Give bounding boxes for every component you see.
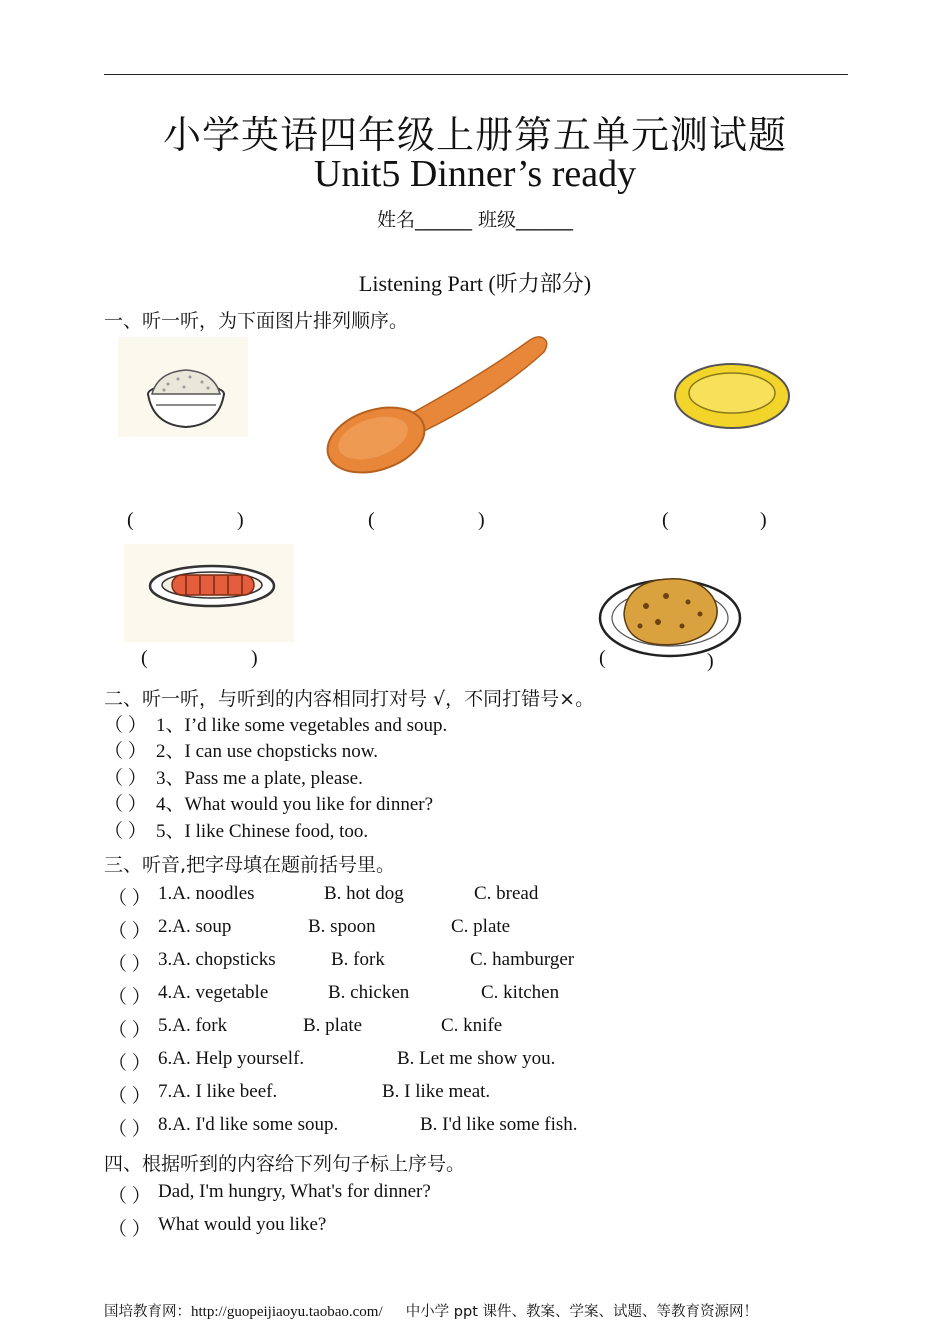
answer-bracket[interactable]: （ ）	[108, 987, 151, 1008]
list-item	[104, 1015, 804, 1041]
option-c: C. kitchen	[481, 982, 560, 1003]
list-item	[104, 1181, 804, 1207]
option-a: 4.A. vegetable	[158, 982, 269, 1003]
answer-bracket[interactable]: （ ）	[108, 1053, 151, 1074]
footer-site-label: 国培教育网：	[104, 1304, 191, 1320]
option-b: B. Let me show you.	[397, 1048, 556, 1069]
option-c: C. plate	[451, 916, 511, 937]
sausage-plate-icon	[124, 544, 294, 642]
answer-bracket[interactable]: （ ）	[104, 715, 147, 736]
list-item	[104, 789, 433, 816]
list-item	[104, 1081, 804, 1107]
answer-bracket[interactable]: （ ）	[108, 888, 151, 909]
option-b: B. plate	[303, 1015, 363, 1036]
answer-bracket[interactable]: （ ）	[108, 1186, 151, 1207]
section3-heading: 三、听音,把字母填在题前括号里。	[104, 854, 396, 876]
list-item	[104, 816, 368, 843]
answer-bracket-open: (	[599, 647, 606, 669]
answer-bracket[interactable]: （ ）	[108, 1020, 151, 1041]
page-title-chinese: 小学英语四年级上册第五单元测试题	[162, 113, 787, 157]
page-title-english: Unit5 Dinner’s ready	[313, 153, 637, 195]
statement-text: 5、I like Chinese food, too.	[156, 821, 369, 842]
option-a: 6.A. Help yourself.	[158, 1048, 305, 1069]
list-item	[104, 883, 804, 909]
option-b: B. I'd like some fish.	[420, 1114, 578, 1135]
top-rule	[104, 74, 848, 75]
sentence-text: What would you like?	[158, 1214, 327, 1235]
answer-bracket[interactable]: （ ）	[108, 921, 151, 942]
option-a: 7.A. I like beef.	[158, 1081, 278, 1102]
section2-heading: 二、听一听，与听到的内容相同打对号 √，不同打错号×。	[104, 688, 595, 710]
footer-url-link[interactable]: http://guopeijiaoyu.taobao.com/	[191, 1304, 383, 1320]
statement-text: 2、I can use chopsticks now.	[156, 741, 378, 762]
option-c: C. hamburger	[470, 949, 575, 970]
answer-bracket-open: (	[662, 509, 669, 531]
listening-part-title: Listening Part (听力部分)	[358, 271, 592, 296]
answer-bracket[interactable]: （ ）	[104, 768, 147, 789]
answer-bracket[interactable]: （ ）	[108, 1119, 151, 1140]
answer-bracket-open: (	[127, 509, 134, 531]
rice-bowl-icon	[118, 337, 248, 437]
spoon-icon	[318, 334, 558, 474]
plate-icon	[672, 360, 794, 434]
chicken-plate-icon	[596, 566, 748, 662]
list-item	[104, 710, 447, 737]
answer-bracket-close: )	[251, 647, 258, 669]
answer-bracket-close: )	[707, 650, 714, 672]
option-c: C. knife	[441, 1015, 503, 1036]
answer-bracket-close: )	[760, 509, 767, 531]
option-a: 1.A. noodles	[158, 883, 255, 904]
page-footer	[104, 1300, 758, 1321]
statement-text: 1、I’d like some vegetables and soup.	[156, 715, 448, 736]
list-item	[104, 1214, 804, 1240]
option-a: 8.A. I'd like some soup.	[158, 1114, 339, 1135]
list-item	[104, 763, 363, 790]
option-b: B. I like meat.	[382, 1081, 491, 1102]
statement-text: 3、Pass me a plate, please.	[156, 768, 363, 789]
option-b: B. hot dog	[324, 883, 404, 904]
answer-bracket[interactable]: （ ）	[104, 794, 147, 815]
option-b: B. spoon	[308, 916, 376, 937]
list-item	[104, 982, 804, 1008]
list-item	[104, 1114, 804, 1140]
list-item	[104, 1048, 804, 1074]
name-class-row: 姓名______ 班级______	[376, 209, 574, 231]
answer-bracket[interactable]: （ ）	[108, 1086, 151, 1107]
option-a: 3.A. chopsticks	[158, 949, 276, 970]
answer-bracket[interactable]: （ ）	[108, 1219, 151, 1240]
section1-heading: 一、听一听，为下面图片排列顺序。	[104, 310, 409, 332]
option-b: B. chicken	[328, 982, 410, 1003]
statement-text: 4、What would you like for dinner?	[156, 794, 434, 815]
answer-bracket[interactable]: （ ）	[104, 741, 147, 762]
answer-bracket[interactable]: （ ）	[108, 954, 151, 975]
sentence-text: Dad, I'm hungry, What's for dinner?	[158, 1181, 431, 1202]
answer-bracket-open: (	[141, 647, 148, 669]
answer-bracket-close: )	[478, 509, 485, 531]
option-b: B. fork	[331, 949, 385, 970]
option-a: 2.A. soup	[158, 916, 232, 937]
list-item	[104, 736, 378, 763]
answer-bracket-open: (	[368, 509, 375, 531]
option-a: 5.A. fork	[158, 1015, 228, 1036]
list-item	[104, 916, 804, 942]
option-c: C. bread	[474, 883, 539, 904]
answer-bracket[interactable]: （ ）	[104, 821, 147, 842]
section4-heading: 四、根据听到的内容给下列句子标上序号。	[104, 1153, 466, 1175]
list-item	[104, 949, 804, 975]
answer-bracket-close: )	[237, 509, 244, 531]
footer-description: 中小学 ppt 课件、教案、学案、试题、等教育资源网！	[405, 1304, 758, 1320]
